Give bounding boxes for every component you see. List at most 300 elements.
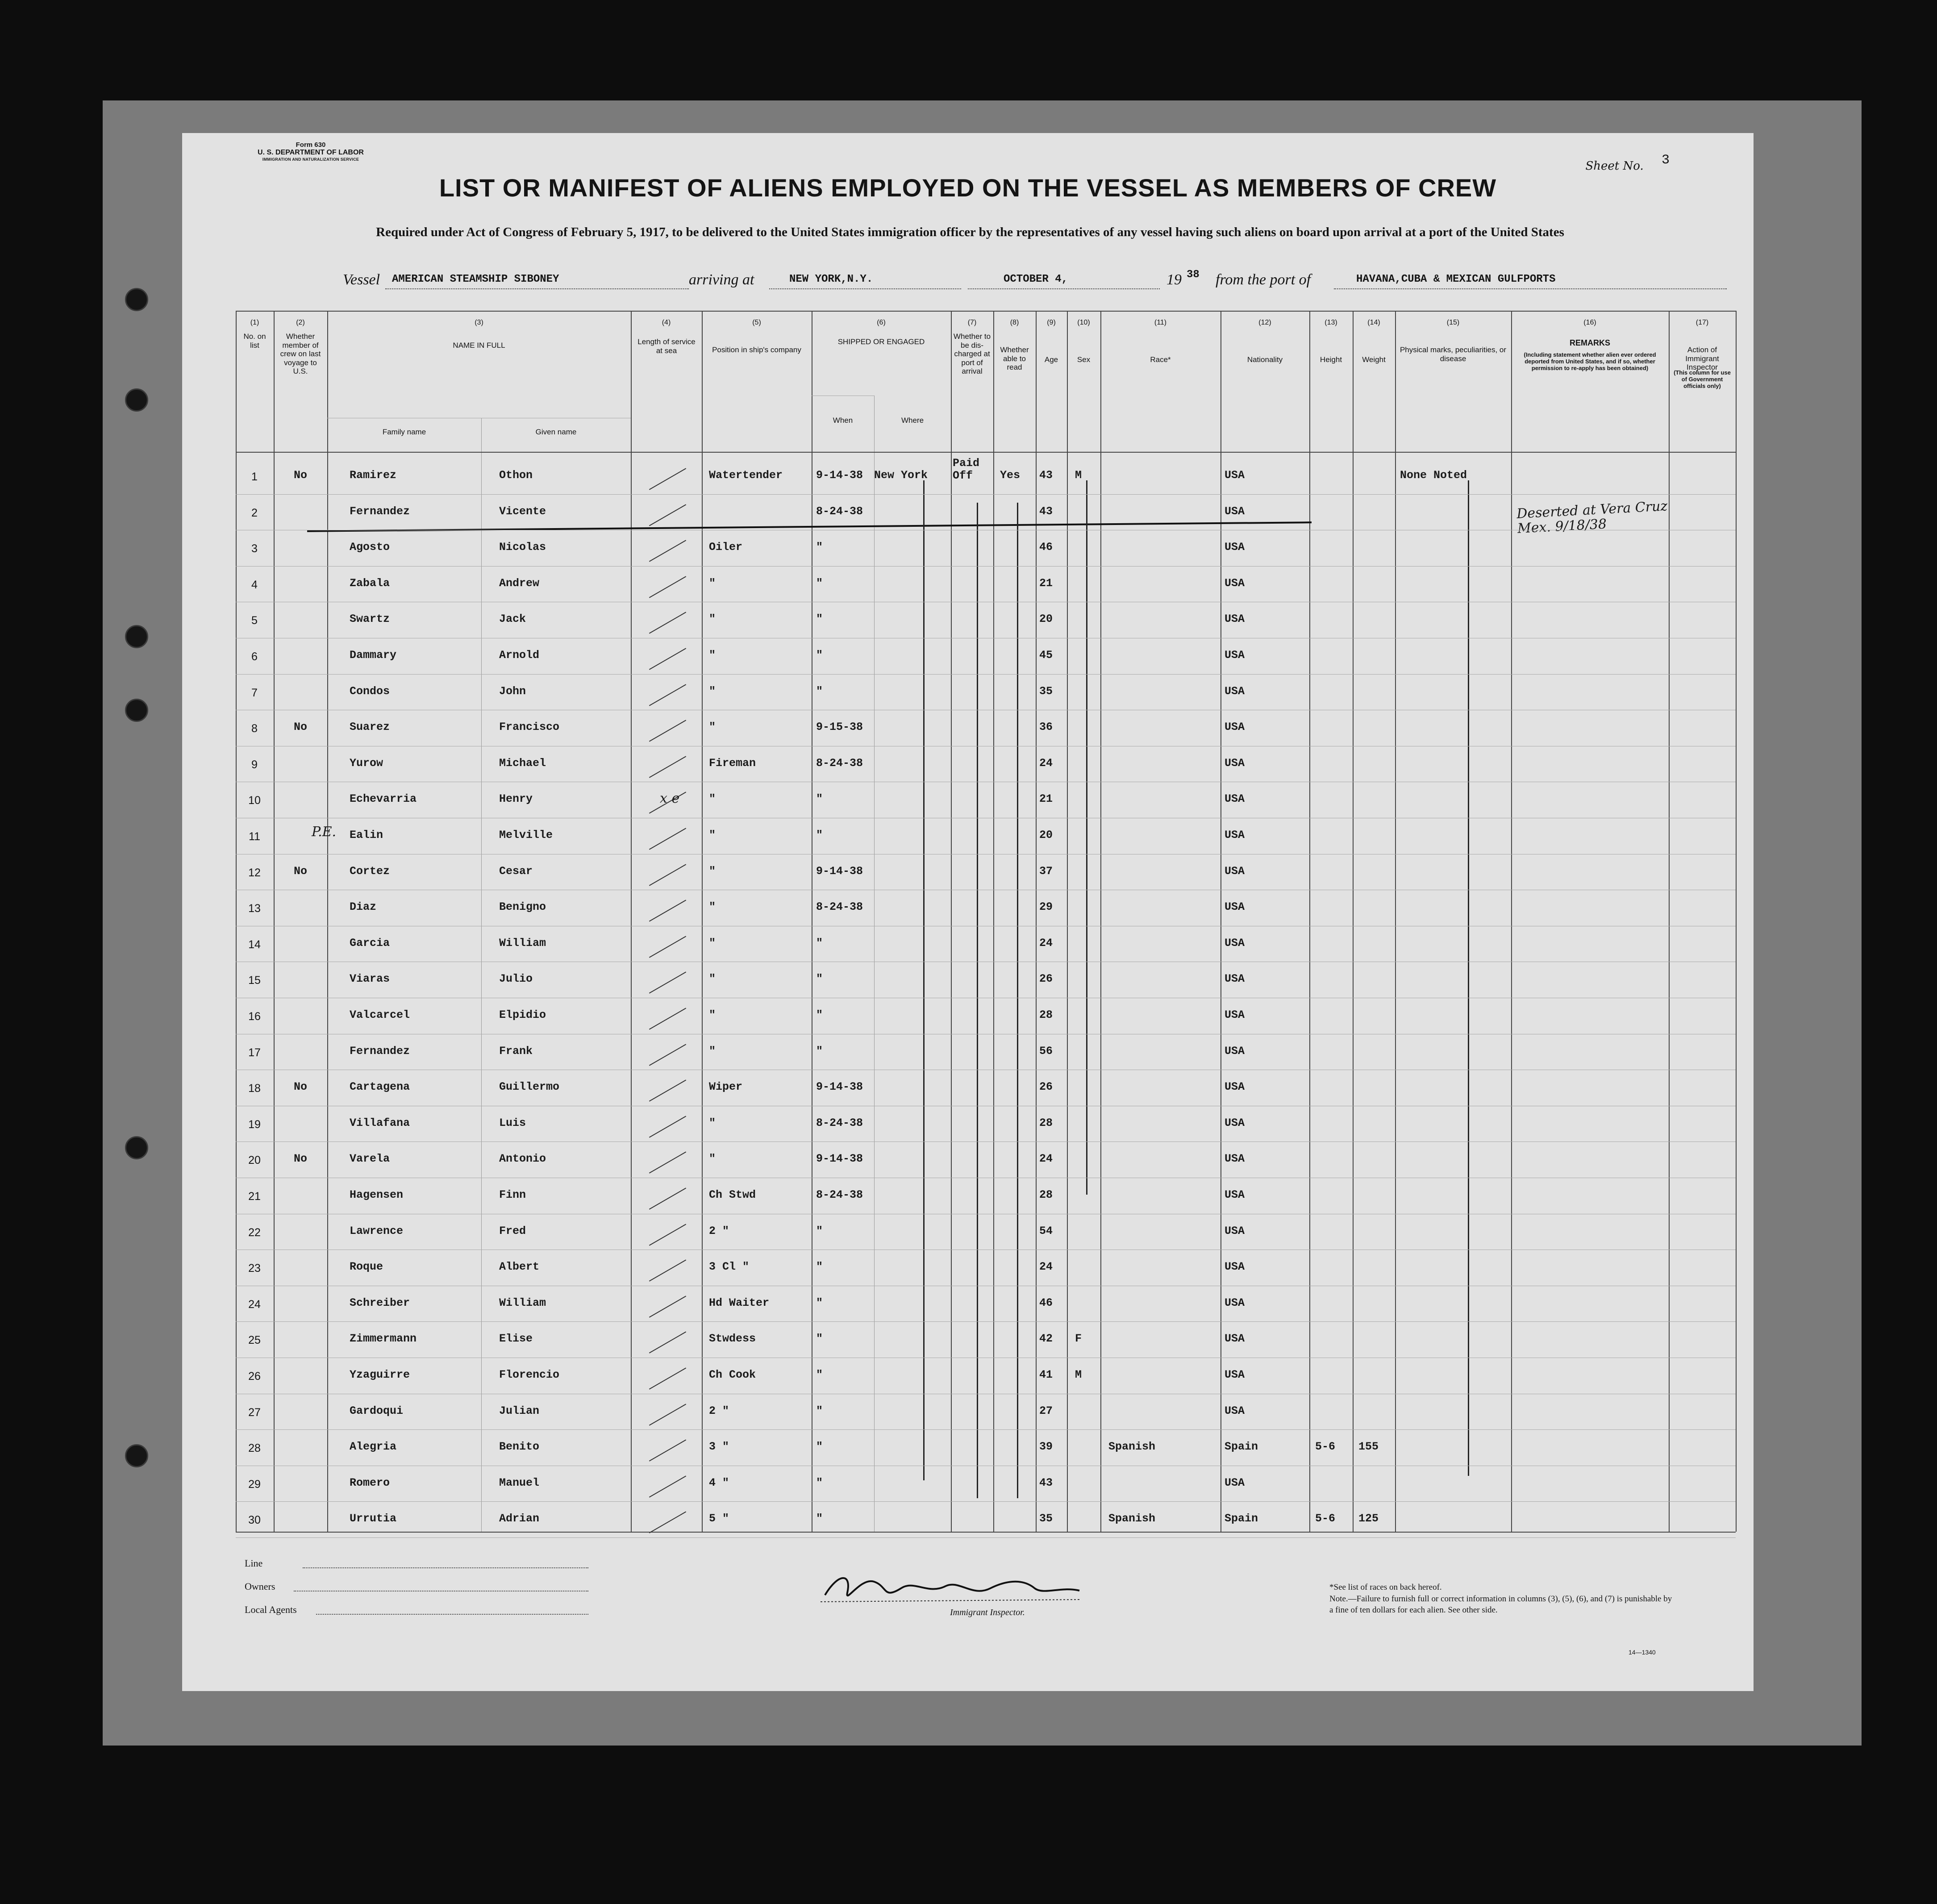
col-discharged: Paid Off [953,457,980,482]
col-position: " [709,1116,716,1129]
service-tick [649,828,686,850]
row-number: 7 [251,686,258,699]
col-given-name: Julio [499,972,533,986]
table-row [236,497,1736,533]
col-given-name: Cesar [499,864,533,878]
table-row [236,1468,1736,1504]
col-num-10: (10) [1077,319,1090,326]
col-when: 8-24-38 [816,900,863,914]
table-row [236,1324,1736,1360]
table-row [236,1360,1736,1396]
row-rule [236,1429,1736,1430]
col-family-name: Zabala [350,576,390,590]
form-code: 14—1340 [1629,1649,1656,1656]
col-age: 24 [1039,1152,1053,1166]
col-age: 27 [1039,1404,1053,1417]
col-family-name: Schreiber [350,1296,410,1309]
col-header-marks: Physical marks, peculiarities, or disease [1400,346,1507,363]
row-number: 6 [251,650,258,663]
col-when: " [816,576,823,590]
arrival-date: OCTOBER 4, [1004,273,1068,285]
col-age: 26 [1039,972,1053,986]
col-age: 26 [1039,1080,1053,1094]
table-row [236,1217,1736,1253]
service-tick [649,1404,686,1425]
col-when: " [816,1224,823,1237]
col-position: Ch Stwd [709,1188,756,1201]
row-number: 21 [248,1190,261,1203]
row-number: 1 [251,471,258,483]
col-position: " [709,1008,716,1021]
service-tick [649,720,686,742]
col-when: " [816,1440,823,1454]
penalty-note: Note.—Failure to furnish full or correct information in columns (3), (5), (6), and (7) is punishable by a fine of ten dollars for each alien. See other side. [1329,1594,1672,1615]
service-tick [649,1296,686,1317]
departure-port: HAVANA,CUBA & MEXICAN GULFPORTS [1356,273,1556,285]
col-given-name: Manuel [499,1476,540,1489]
table-row [236,569,1736,605]
col-when: 9-14-38 [816,469,863,482]
col-family-name: Yurow [350,756,383,770]
col-age: 37 [1039,864,1053,878]
col-num-12: (12) [1258,319,1271,326]
col-when: " [816,792,823,806]
sheet-number-label: Sheet No. [1585,159,1644,173]
col-nationality: USA [1225,1224,1245,1237]
col-race: Spanish [1108,1440,1156,1454]
col-family-name: Yzaguirre [350,1368,410,1381]
table-row [236,533,1736,569]
col-num-4: (4) [662,319,671,326]
col-num-9: (9) [1047,319,1056,326]
col-num-5: (5) [752,319,761,326]
col-read: Yes [1000,469,1021,482]
col-nationality: USA [1225,1152,1245,1166]
col-num-7: (7) [967,319,977,326]
arrival-year: 38 [1187,269,1200,281]
col-position: " [709,1044,716,1058]
col-family-name: Agosto [350,541,390,554]
col-nationality: USA [1225,1116,1245,1129]
service-tick [649,1260,686,1282]
col-nationality: USA [1225,829,1245,842]
races-note: *See list of races on back hereof. [1329,1583,1442,1592]
table-row [236,784,1736,821]
row-rule [236,566,1736,567]
row-number: 16 [248,1010,261,1023]
col-when: " [816,612,823,626]
row-rule [236,1501,1736,1502]
col-height: 5-6 [1315,1512,1336,1525]
col-age: 21 [1039,792,1053,806]
col-nationality: USA [1225,1044,1245,1058]
col-sex: M [1075,469,1082,482]
col-when: " [816,972,823,986]
crew-table [236,311,1736,1532]
col-nationality: USA [1225,756,1245,770]
ditto-line-read [1017,503,1018,1498]
col-num-13: (13) [1325,319,1337,326]
col-nationality: Spain [1225,1512,1258,1525]
col-nationality: USA [1225,469,1245,482]
col-nationality: USA [1225,936,1245,950]
col-when: " [816,1404,823,1417]
service-tick [649,1367,686,1389]
col-family-name: Viaras [350,972,390,986]
col-header-when: When [833,416,853,425]
service-tick [649,612,686,634]
col-family-name: Garcia [350,936,390,950]
table-row [236,929,1736,965]
row-number: 30 [248,1514,261,1527]
table-row [236,457,1736,497]
row-number: 20 [248,1154,261,1167]
col-family-name: Valcarcel [350,1008,410,1021]
col-age: 24 [1039,756,1053,770]
table-row [236,1252,1736,1288]
col-header-remarks: REMARKS [1569,338,1610,347]
col-last-voyage: No [294,1152,308,1166]
col-when: " [816,684,823,698]
col-nationality: USA [1225,1332,1245,1346]
col-given-name: Frank [499,1044,533,1058]
row-number: 26 [248,1370,261,1383]
col-age: 29 [1039,900,1053,914]
col-when: " [816,1260,823,1274]
table-row [236,1396,1736,1433]
col-header-age: Age [1044,355,1058,364]
table-row [236,1144,1736,1180]
footer-notes [1329,1582,1678,1616]
col-when: 8-24-38 [816,1116,863,1129]
col-nationality: USA [1225,504,1245,518]
col-family-name: Cartagena [350,1080,410,1094]
col-family-name: Swartz [350,612,390,626]
col-nationality: USA [1225,721,1245,734]
col-position: " [709,612,716,626]
col-num-17: (17) [1695,319,1709,326]
col-nationality: USA [1225,900,1245,914]
col-family-name: Fernandez [350,504,410,518]
col-age: 20 [1039,612,1053,626]
col-num-14: (14) [1367,319,1380,326]
col-family-name: Hagensen [350,1188,404,1201]
service-tick [649,684,686,706]
col-age: 43 [1039,469,1053,482]
col-nationality: USA [1225,1080,1245,1094]
service-note-row-10: x e [660,791,680,806]
col-position: Wiper [709,1080,743,1094]
table-row [236,1180,1736,1217]
col-position: " [709,1152,716,1166]
col-given-name: Elpidio [499,1008,546,1021]
col-position: 2 " [709,1404,729,1417]
row-number: 19 [248,1118,261,1131]
col-family-name: Ealin [350,829,383,842]
sheet-number [1585,153,1670,174]
manifest-sheet [182,133,1754,1691]
col-num-8: (8) [1010,319,1019,326]
service-tick [649,540,686,562]
col-nationality: USA [1225,1008,1245,1021]
row-number: 12 [248,866,261,879]
col-where: New York [874,469,928,482]
col-when: " [816,936,823,950]
col-nationality: USA [1225,684,1245,698]
service-tick [649,756,686,778]
col-position: " [709,684,716,698]
col-last-voyage: No [294,864,308,878]
col-last-voyage: No [294,1080,308,1094]
col-nationality: USA [1225,541,1245,554]
col-age: 35 [1039,1512,1053,1525]
mark-row-12: P.E. [312,824,337,840]
col-nationality: USA [1225,792,1245,806]
col-given-name: Albert [499,1260,540,1274]
col-age: 41 [1039,1368,1053,1381]
service-tick [649,1008,686,1029]
col-nationality: USA [1225,1404,1245,1417]
service-tick [649,1440,686,1462]
col-family-name: Ramirez [350,469,397,482]
table-row [236,749,1736,785]
col-last-voyage: No [294,469,308,482]
col-position: Hd Waiter [709,1296,770,1309]
row-rule [236,674,1736,675]
service-tick [649,504,686,526]
col-position: Oiler [709,541,743,554]
col-given-name: Florencio [499,1368,560,1381]
row-number: 25 [248,1334,261,1347]
col-given-name: Luis [499,1116,526,1129]
col-header-no: No. on list [243,332,266,350]
service-tick [649,1044,686,1066]
col-nationality: USA [1225,1260,1245,1274]
col-family-name: Romero [350,1476,390,1489]
col-family-name: Varela [350,1152,390,1166]
col-age: 24 [1039,1260,1053,1274]
row-number: 28 [248,1442,261,1455]
col-weight: 125 [1358,1512,1379,1525]
col-age: 20 [1039,829,1053,842]
col-nationality: Spain [1225,1440,1258,1454]
col-header-race: Race* [1150,355,1171,364]
col-header-where: Where [901,416,924,425]
row-number: 22 [248,1226,261,1239]
col-num-2: (2) [296,319,305,326]
col-position: " [709,936,716,950]
col-family-name: Fernandez [350,1044,410,1058]
col-header-read: Whether able to read [1000,346,1029,372]
col-when: " [816,1368,823,1381]
col-family-name: Dammary [350,649,397,662]
line-label: Line [245,1558,263,1569]
col-given-name: Francisco [499,721,560,734]
row-number: 11 [249,830,260,843]
service-tick [649,576,686,598]
col-position: " [709,721,716,734]
col-family-name: Condos [350,684,390,698]
col-family-name: Alegria [350,1440,397,1454]
col-position: " [709,576,716,590]
col-header-height: Height [1320,355,1342,364]
col-sex: F [1075,1332,1082,1346]
row-number: 3 [251,542,258,555]
col-given-name: John [499,684,526,698]
table-row [236,712,1736,749]
table-row [236,677,1736,713]
col-age: 28 [1039,1008,1053,1021]
col-family-name: Lawrence [350,1224,404,1237]
col-header-position: Position in ship's company [712,346,801,354]
table-row [236,604,1736,641]
col-nationality: USA [1225,972,1245,986]
remark-deserted: Deserted at Vera Cruz Mex. 9/18/38 [1516,498,1668,537]
col-age: 56 [1039,1044,1053,1058]
col-age: 54 [1039,1224,1053,1237]
col-given-name: Arnold [499,649,540,662]
row-number: 18 [248,1082,261,1095]
col-age: 24 [1039,936,1053,950]
row-rule [236,1321,1736,1322]
col-given-name: Melville [499,829,553,842]
col-header-remarks-note: (Including statement whether alien ever ordered deported from United States, and if so, whether permission to re-apply has been obtained) [1524,351,1656,371]
col-last-voyage: No [294,721,308,734]
col-given-name: Jack [499,612,526,626]
col-when: " [816,1044,823,1058]
form-footer [182,1532,1754,1691]
inspector-signature [812,1568,1088,1608]
col-age: 46 [1039,1296,1053,1309]
col-position: 2 " [709,1224,729,1237]
table-row [236,821,1736,857]
col-given-name: Benigno [499,900,546,914]
col-position: Ch Cook [709,1368,756,1381]
col-given-name: Andrew [499,576,540,590]
col-header-last-voyage: Whether member of crew on last voyage to U.S. [280,332,321,376]
owners-label: Owners [245,1581,275,1592]
col-age: 28 [1039,1188,1053,1201]
col-when: " [816,1476,823,1489]
ditto-line-sex [1086,480,1087,1195]
vessel-label: Vessel [343,271,380,288]
col-age: 36 [1039,721,1053,734]
page-title: LIST OR MANIFEST OF ALIENS EMPLOYED ON THE VESSEL AS MEMBERS OF CREW [439,174,1497,202]
col-family-name: Suarez [350,721,390,734]
service-tick [649,1475,686,1497]
row-number: 2 [251,506,258,519]
service-tick [649,1332,686,1354]
col-age: 42 [1039,1332,1053,1346]
col-family-name: Echevarria [350,792,417,806]
col-given-name: Michael [499,756,546,770]
col-when: " [816,1008,823,1021]
col-given-name: William [499,1296,546,1309]
service-tick [649,936,686,958]
row-number: 4 [251,578,258,591]
col-when: 9-14-38 [816,1080,863,1094]
col-when: 9-14-38 [816,1152,863,1166]
col-given-name: Antonio [499,1152,546,1166]
ditto-line-where [923,480,925,1480]
row-number: 29 [248,1478,261,1491]
col-sex: M [1075,1368,1082,1381]
col-given-name: Vicente [499,504,546,518]
col-given-name: Adrian [499,1512,540,1525]
col-family-name: Roque [350,1260,383,1274]
table-row [236,964,1736,1000]
punch-hole [125,699,148,722]
col-given-name: Othon [499,469,533,482]
col-age: 43 [1039,1476,1053,1489]
row-number: 9 [251,758,258,771]
col-num-1: (1) [250,319,259,326]
col-header-action-note: (This column for use of Government officials only) [1674,369,1731,389]
row-number: 8 [251,722,258,735]
col-age: 35 [1039,684,1053,698]
col-position: " [709,792,716,806]
punch-hole [125,388,148,412]
table-row [236,1432,1736,1468]
punch-hole [125,1136,148,1159]
row-number: 17 [248,1046,261,1059]
col-weight: 155 [1358,1440,1379,1454]
department: U. S. DEPARTMENT OF LABOR [258,149,364,157]
service-tick [649,1080,686,1102]
col-header-discharged: Whether to be dis-charged at port of arrival [953,332,991,376]
col-position: 3 Cl " [709,1260,750,1274]
col-family-name: Diaz [350,900,377,914]
col-given-name: Elise [499,1332,533,1346]
col-header-nationality: Nationality [1247,355,1283,364]
service-tick [649,1116,686,1137]
col-when: " [816,649,823,662]
year-prefix: 19 [1166,271,1182,288]
col-age: 46 [1039,541,1053,554]
col-header-service: Length of service at sea [637,337,696,355]
table-row [236,1037,1736,1073]
local-agents-label: Local Agents [245,1604,297,1615]
col-header-given: Given name [535,428,577,436]
col-family-name: Urrutia [350,1512,397,1525]
col-when: " [816,829,823,842]
col-position: Watertender [709,469,783,482]
table-row [236,641,1736,677]
row-rule [236,494,1736,495]
service-tick [649,972,686,994]
col-given-name: Julian [499,1404,540,1417]
table-row [236,1000,1736,1037]
vessel-name: AMERICAN STEAMSHIP SIBONEY [392,273,559,285]
col-given-name: Benito [499,1440,540,1454]
col-when: " [816,541,823,554]
col-nationality: USA [1225,1296,1245,1309]
col-nationality: USA [1225,576,1245,590]
col-race: Spanish [1108,1512,1156,1525]
col-num-3: (3) [475,319,483,326]
row-number: 10 [248,794,261,807]
voyage-line [343,271,1727,296]
service-tick [649,1187,686,1209]
punch-hole [125,1444,148,1467]
from-port-label: from the port of [1216,271,1311,288]
col-header-name: NAME IN FULL [453,341,505,350]
row-number: 24 [248,1298,261,1311]
service-tick [649,648,686,670]
row-number: 14 [248,938,261,951]
inspector-label: Immigrant Inspector. [950,1608,1025,1617]
col-nationality: USA [1225,1368,1245,1381]
